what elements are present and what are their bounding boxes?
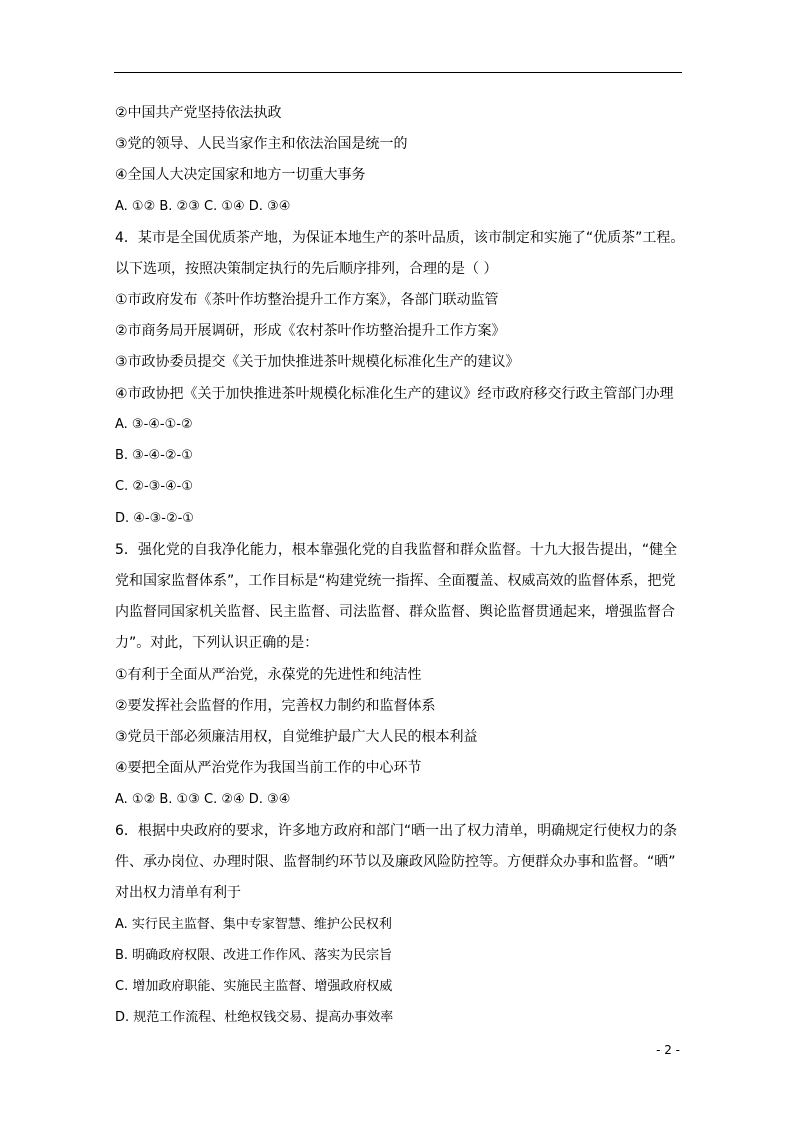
q6-option-c: C. 增加政府职能、实施民主监督、增强政府权威 — [115, 979, 393, 994]
q5-options: A. ①② B. ①③ C. ②④ D. ③④ — [115, 792, 291, 807]
q3-item-2: ②中国共产党坚持依法执政 — [115, 105, 282, 121]
q5-stem-line-4: 力”。对此，下列认识正确的是： — [115, 635, 319, 651]
header-rule — [114, 72, 682, 73]
q3-options: A. ①② B. ②③ C. ①④ D. ③④ — [115, 199, 291, 214]
q4-stem-line-2: 以下选项，按照决策制定执行的先后顺序排列，合理的是（ ） — [115, 261, 498, 277]
q4-item-4: ④市政协把《关于加快推进茶叶规模化标准化生产的建议》经市政府移交行政主管部门办理 — [115, 386, 674, 402]
q4-item-1: ①市政府发布《茶叶作坊整治提升工作方案》，各部门联动监管 — [115, 292, 499, 308]
q6-stem-line-1: 6．根据中央政府的要求，许多地方政府和部门“晒一出了权力清单，明确规定行使权力的条 — [115, 823, 678, 839]
q5-stem-line-3: 内监督同国家机关监督、民主监督、司法监督、群众监督、舆论监督贯通起来，增强监督合 — [115, 604, 675, 620]
q5-stem-line-1: 5．强化党的自我净化能力，根本靠强化党的自我监督和群众监督。十九大报告提出，“健全 — [115, 542, 678, 558]
q4-option-a: A. ③-④-①-② — [115, 417, 193, 432]
q4-item-2: ②市商务局开展调研，形成《农村茶叶作坊整治提升工作方案》 — [115, 323, 506, 339]
page-number: - 2 - — [656, 1043, 680, 1057]
q5-item-1: ①有利于全面从严治党，永葆党的先进性和纯洁性 — [115, 667, 422, 683]
q6-option-a: A. 实行民主监督、集中专家智慧、维护公民权利 — [115, 917, 392, 932]
q6-option-b: B. 明确政府权限、改进工作作风、落实为民宗旨 — [115, 948, 393, 963]
q5-item-2: ②要发挥社会监督的作用，完善权力制约和监督体系 — [115, 698, 436, 714]
q4-stem-line-1: 4．某市是全国优质茶产地，为保证本地生产的茶叶品质，该市制定和实施了“优质茶”工程。 — [115, 230, 685, 246]
q4-item-3: ③市政协委员提交《关于加快推进茶叶规模化标准化生产的建议》 — [115, 354, 520, 370]
q4-option-d: D. ④-③-②-① — [115, 511, 194, 526]
q3-item-4: ④全国人大决定国家和地方一切重大事务 — [115, 167, 366, 183]
q5-stem-line-2: 党和国家监督体系”，工作目标是“构建党统一指挥、全面覆盖、权威高效的监督体系，把党 — [115, 573, 676, 589]
q4-option-c: C. ②-③-④-① — [115, 479, 194, 494]
q6-option-d: D. 规范工作流程、杜绝权钱交易、提高办事效率 — [115, 1010, 394, 1025]
q6-stem-line-2: 件、承办岗位、办理时限、监督制约环节以及廉政风险防控等。方便群众办事和监督。“晒” — [115, 854, 676, 870]
q5-item-3: ③党员干部必须廉洁用权，自觉维护最广大人民的根本利益 — [115, 729, 478, 745]
q3-item-3: ③党的领导、人民当家作主和依法治国是统一的 — [115, 136, 408, 152]
q6-stem-line-3: 对出权力清单有利于 — [115, 885, 241, 901]
q4-option-b: B. ③-④-②-① — [115, 448, 193, 463]
q5-item-4: ④要把全面从严治党作为我国当前工作的中心环节 — [115, 760, 422, 776]
